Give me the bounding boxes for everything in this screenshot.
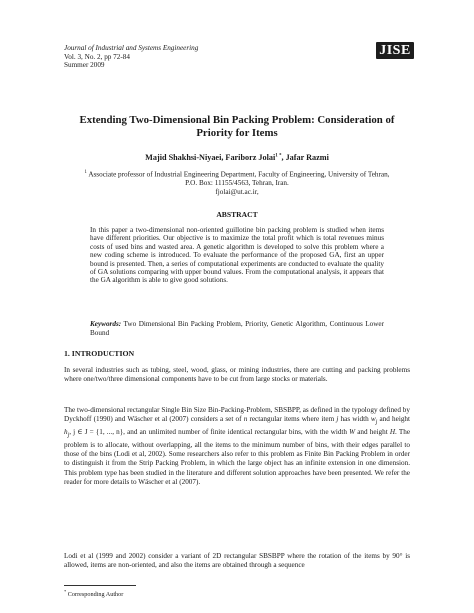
intro-paragraph-1: In several industries such as tubing, steel, wood, glass, or mining industries, there are cutting and packing problems where one/two/three dimensional components have to be cut from large stocks or materials. xyxy=(64,366,410,384)
p2-var-j: j xyxy=(336,415,339,424)
p2-var-w: w xyxy=(370,415,376,424)
affiliation-mark: 1 xyxy=(84,170,87,175)
jise-logo: JISE xyxy=(376,42,414,59)
p2-var-W: W xyxy=(349,428,356,437)
journal-header xyxy=(64,44,198,70)
p2-text-c: has width xyxy=(338,415,371,424)
affiliation-email: fjolai@ut.ac.ir, xyxy=(215,187,259,196)
keywords-label: Keywords: xyxy=(90,320,122,328)
keywords-text: Two Dimensional Bin Packing Problem, Priority, Genetic Algorithm, Continuous Lower Bound xyxy=(90,320,384,337)
journal-name: Journal of Industrial and Systems Engineering xyxy=(64,44,199,52)
footnote-text: Corresponding Author xyxy=(66,591,124,599)
author-sep: , xyxy=(281,153,286,162)
abstract-heading: ABSTRACT xyxy=(216,210,258,219)
p2-text-g: . The problem is to allocate, without overlapping, all the items to the minimum number of bins, with their edges parallel to those of the bins (Lodi et al, 2002). Some researchers also refer to this problem as Finite Bin Packing Problem in order to distinguish it from the Strip Packing Problem, in which the large object has an infinite extension in one dimension. This problem type has been studied in the literature and different solution approaches have been presented. We refer the reader for more details to Wäscher et al (2007). xyxy=(64,428,411,486)
paper-title: Extending Two-Dimensional Bin Packing Problem: Consideration of Priority for Items xyxy=(79,114,395,139)
journal-volume: Vol. 3, No. 2, pp 72-84 xyxy=(64,52,130,61)
p2-text-a: The two-dimensional rectangular Single Bin Size Bin-Packing-Problem, SBSBPP, as defined in the typology defined by Dyckhoff (1990) and Wäscher et al (2007) considers a set of xyxy=(64,406,410,424)
p2-text-e: , j ∈ J = {1, ..., n}, and an unlimited number of finite identical rectangular bins, with the width xyxy=(69,428,350,437)
abstract-text: In this paper a two-dimensional non-oriented guillotine bin packing problem is studied when items have different priorities. Our objective is to maximize the total profit which is total revenues minus costs of used bins and wasted area. A genetic algorithm is developed to solve this problem where a new coding scheme is introduced. To evaluate the performance of the proposed GA, first an upper bound is presented. Then, a series of computational experiments are conducted to evaluate the quality of GA solutions comparing with upper bound values. From the computational analysis, it appears that the GA algorithm is able to give good solutions. xyxy=(90,226,384,285)
section-heading: 1. INTRODUCTION xyxy=(64,349,135,358)
p2-var-n: n xyxy=(243,415,248,424)
p2-text-d: and height xyxy=(377,415,410,424)
author-names-first: Majid Shakhsi-Niyaei, Fariborz Jolai xyxy=(145,153,276,162)
keywords xyxy=(90,320,384,337)
affiliation xyxy=(64,169,410,197)
p2-var-h-sub: j xyxy=(67,432,70,439)
p2-var-h: h xyxy=(64,428,68,437)
journal-date: Summer 2009 xyxy=(64,61,105,70)
affiliation-line1: Associate professor of Industrial Engineering Department, Faculty of Engineering, University of Tehran, xyxy=(86,170,390,179)
footnote xyxy=(64,589,123,598)
p2-var-w-sub: j xyxy=(375,419,378,426)
p2-text-b: rectangular items where item xyxy=(247,415,337,424)
author-name-last: Jafar Razmi xyxy=(285,153,329,162)
p2-var-H: H xyxy=(389,428,396,437)
footnote-rule xyxy=(64,585,136,586)
p2-text-f: and height xyxy=(355,428,390,437)
affiliation-line2: P.O. Box: 11155/4563, Tehran, Iran. xyxy=(185,179,289,188)
footnote-mark: * xyxy=(64,589,67,594)
authors xyxy=(64,153,410,162)
intro-paragraph-3: Lodi et al (1999 and 2002) consider a variant of 2D rectangular SBSBPP where the rotation of the items by 90° is allowed, items are non-oriented, and also the items are obtained through a sequence xyxy=(64,552,410,570)
intro-paragraph-2 xyxy=(64,406,410,487)
author-mark: 1 * xyxy=(275,153,282,159)
